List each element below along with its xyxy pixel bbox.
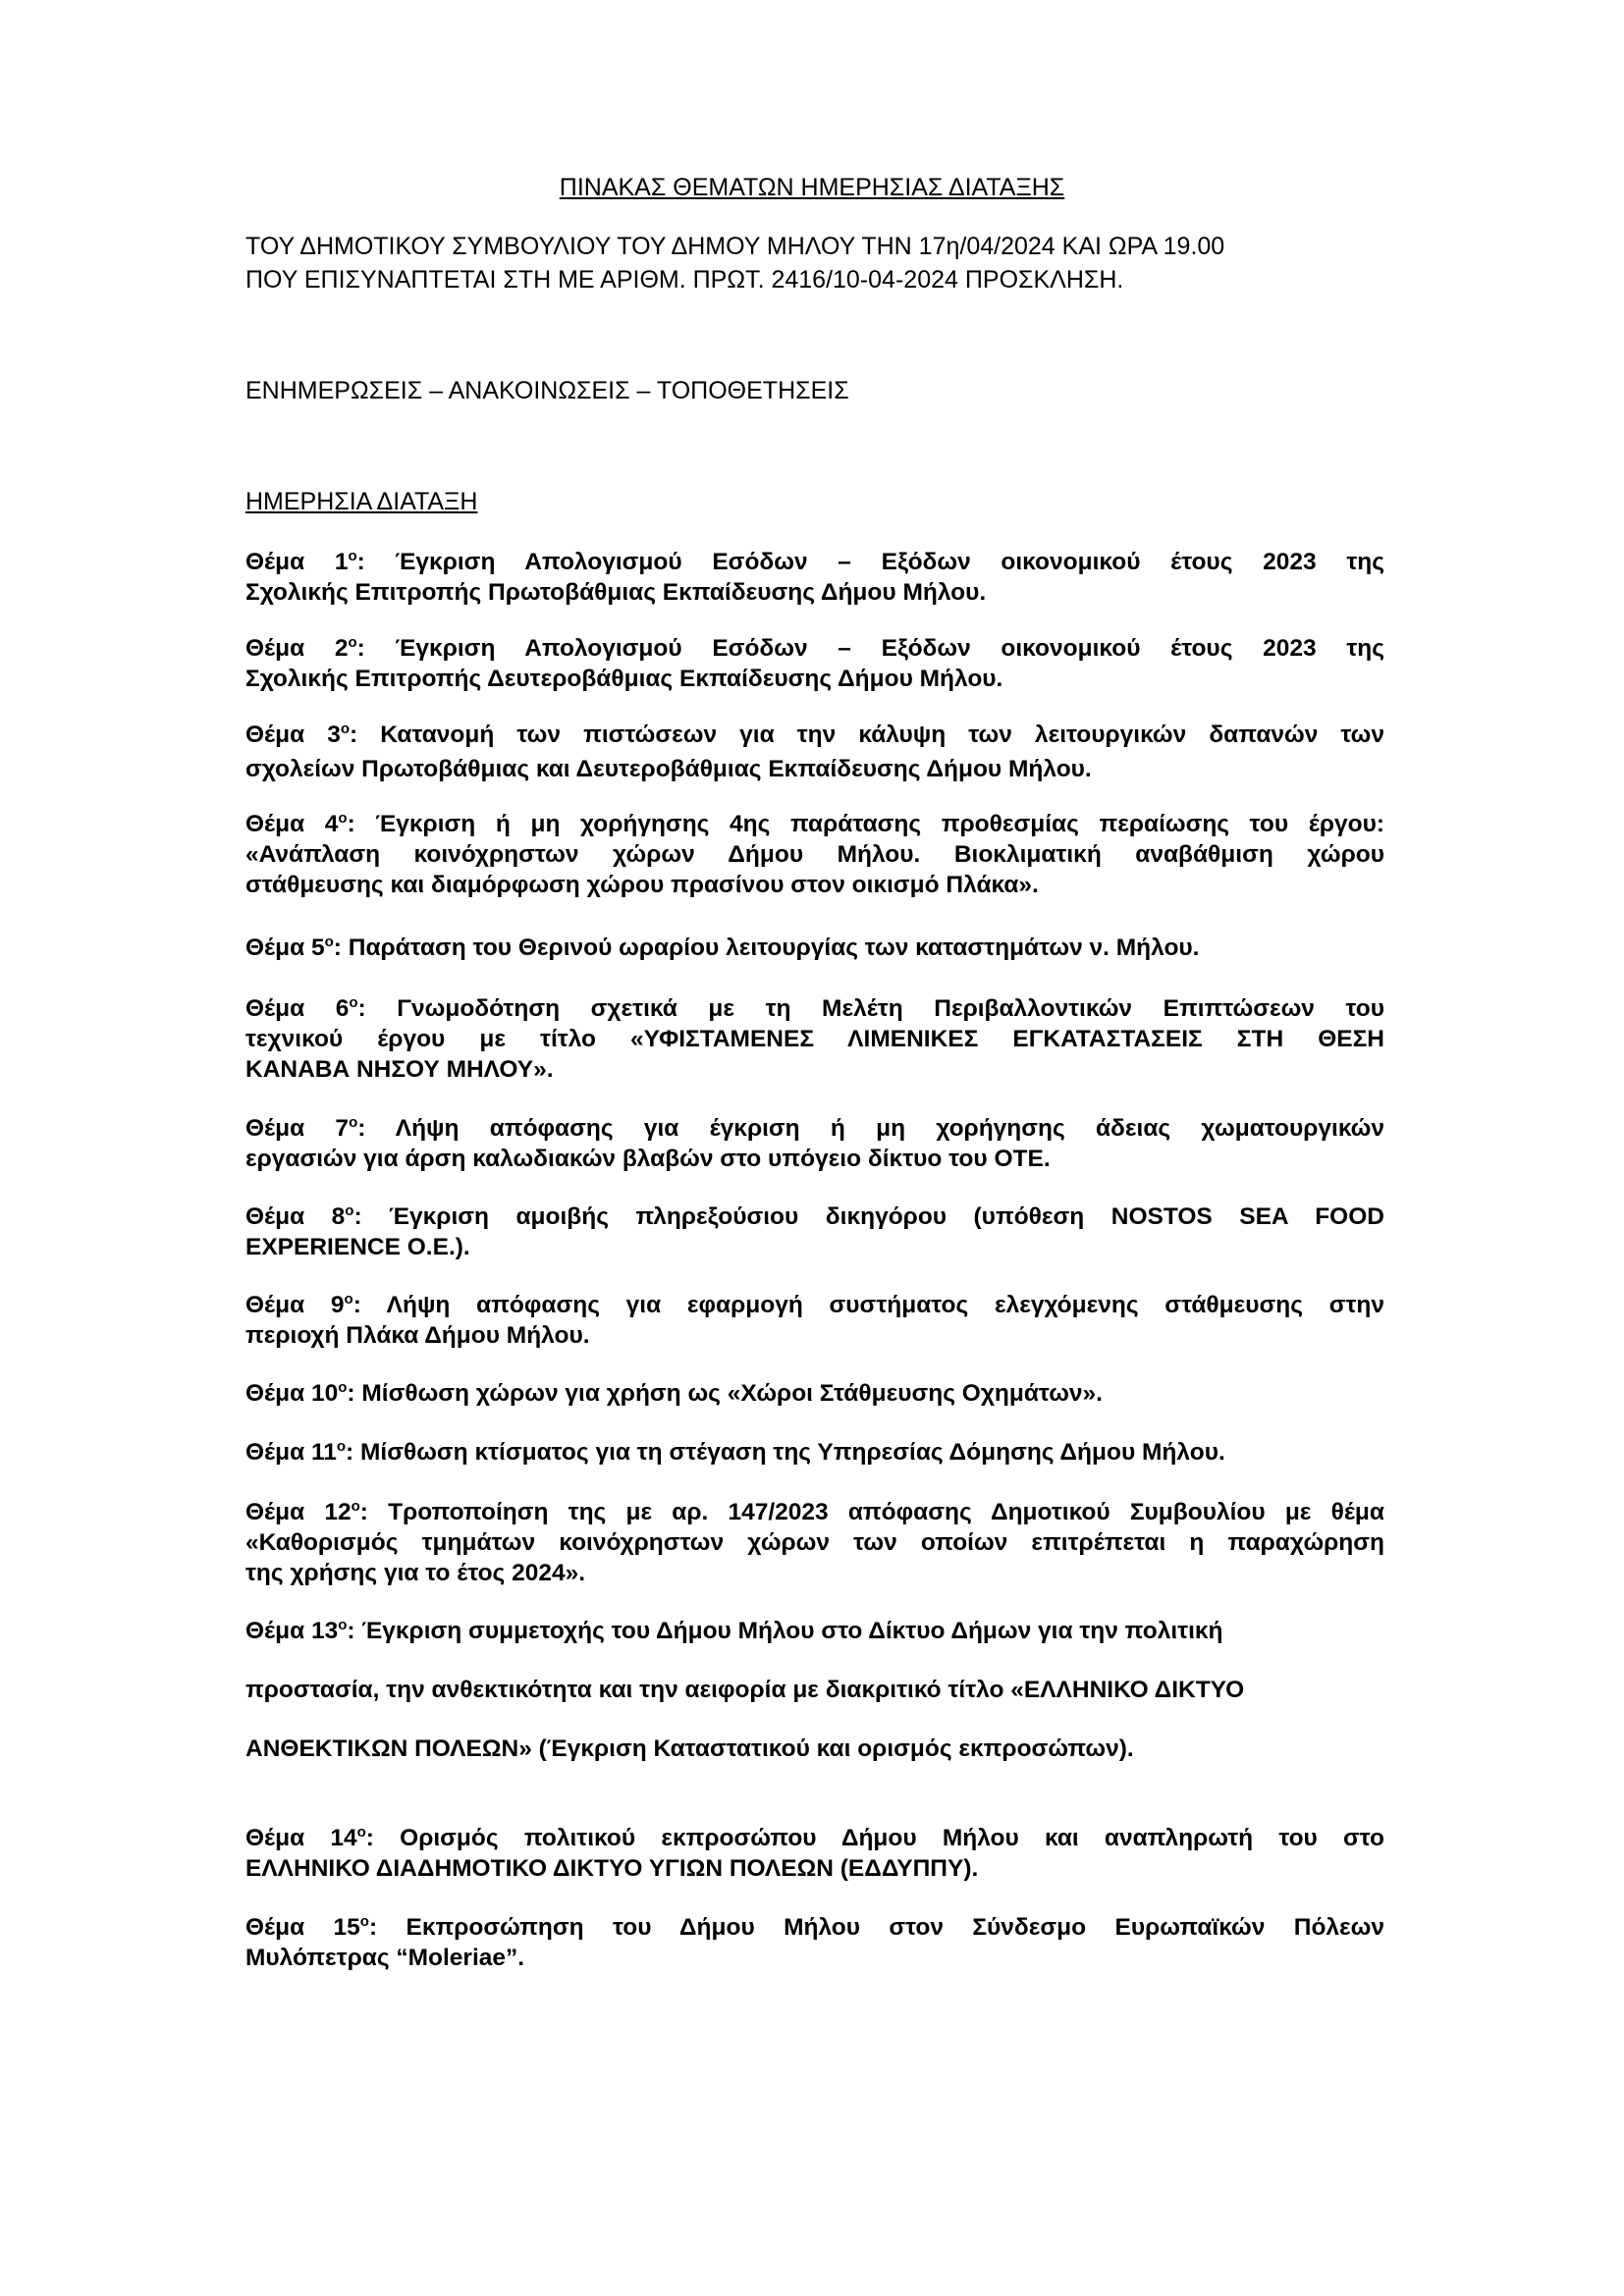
topic-line: EXPERIENCE O.E.). — [245, 1234, 470, 1260]
ordinal-mark: ο — [338, 810, 348, 827]
topic-label: Θέμα 13 — [245, 1618, 339, 1644]
section-agenda-heading: ΗΜΕΡΗΣΙΑ ΔΙΑΤΑΞΗ — [245, 488, 478, 515]
topic-text: : Έγκριση αμοιβής πληρεξούσιου δικηγόρου (υπόθεση NOSTOS SEA FOOD — [353, 1203, 1384, 1230]
topic-line — [245, 1497, 1384, 1527]
ordinal-mark: ο — [351, 1498, 360, 1515]
agenda-topic-13 — [245, 1616, 1384, 1792]
topic-line: Μυλόπετρας “Moleriae”. — [245, 1945, 525, 1971]
topic-line: εργασιών για άρση καλωδιακών βλαβών στο υπόγειο δίκτυο του ΟΤΕ. — [245, 1146, 1051, 1172]
topic-text: : Ορισμός πολιτικού εκπροσώπου Δήμου Μήλου και αναπληρωτή του στο — [365, 1825, 1384, 1851]
topic-label: Θέμα 9 — [245, 1292, 345, 1318]
ordinal-mark: ο — [356, 1824, 366, 1841]
topic-line — [245, 1437, 1384, 1468]
ordinal-mark: ο — [340, 721, 351, 737]
agenda-topic-12 — [245, 1497, 1384, 1588]
agenda-topic-5 — [245, 933, 1384, 963]
topic-label: Θέμα 5 — [245, 934, 325, 961]
subtitle-line: ΤΟΥ ΔΗΜΟΤΙΚΟΥ ΣΥΜΒΟΥΛΙΟΥ ΤΟΥ ΔΗΜΟΥ ΜΗΛΟΥ ΤΗΝ 17η/04/2024 ΚΑΙ ΩΡΑ 19.00 — [245, 233, 1225, 260]
topic-label: Θέμα 14 — [245, 1825, 357, 1851]
ordinal-mark: ο — [349, 994, 358, 1011]
topic-label: Θέμα 6 — [245, 995, 350, 1022]
agenda-topic-11 — [245, 1437, 1384, 1468]
topic-text: : Λήψη απόφασης για εφαρμογή συστήματος ελεγχόμενης στάθμευσης στην — [352, 1292, 1384, 1318]
ordinal-mark: ο — [345, 1202, 354, 1219]
document-subtitle — [245, 230, 1389, 296]
topic-label: Θέμα 10 — [245, 1380, 339, 1407]
ordinal-mark: ο — [349, 1114, 358, 1131]
topic-line — [245, 633, 1384, 664]
agenda-topic-4 — [245, 809, 1384, 900]
topic-line — [245, 1616, 1384, 1646]
ordinal-mark: ο — [344, 1291, 353, 1308]
topic-label: Θέμα 8 — [245, 1203, 346, 1230]
topic-text: : Εκπροσώπηση του Δήμου Μήλου στον Σύνδεσμο Ευρωπαϊκών Πόλεων — [368, 1914, 1384, 1941]
ordinal-mark: ο — [338, 1617, 348, 1633]
topic-label: Θέμα 3 — [245, 721, 341, 748]
agenda-topic-6 — [245, 993, 1384, 1085]
ordinal-mark: ο — [348, 634, 357, 651]
agenda-topic-8 — [245, 1201, 1384, 1262]
topic-line — [245, 993, 1384, 1024]
topic-label: Θέμα 7 — [245, 1115, 350, 1142]
agenda-topic-9 — [245, 1290, 1384, 1351]
topic-line: ΕΛΛΗΝΙΚΟ ΔΙΑΔΗΜΟΤΙΚΟ ΔΙΚΤΥΟ ΥΓΙΩΝ ΠΟΛΕΩΝ (ΕΔΔΥΠΠΥ). — [245, 1855, 979, 1882]
document-title: ΠΙΝΑΚΑΣ ΘΕΜΑΤΩΝ ΗΜΕΡΗΣΙΑΣ ΔΙΑΤΑΞΗΣ — [559, 174, 1065, 201]
topic-line: περιοχή Πλάκα Δήμου Μήλου. — [245, 1322, 590, 1349]
topic-label: Θέμα 12 — [245, 1499, 352, 1525]
topic-line: «Καθορισμός τμημάτων κοινόχρηστων χώρων των οποίων επιτρέπεται η παραχώρηση — [245, 1529, 1384, 1556]
ordinal-mark: ο — [348, 548, 357, 564]
topic-line: Σχολικής Επιτροπής Πρωτοβάθμιας Εκπαίδευσης Δήμου Μήλου. — [245, 579, 987, 606]
topic-line — [245, 1823, 1384, 1853]
topic-label: Θέμα 15 — [245, 1914, 360, 1941]
topic-text: : Γνωμοδότηση σχετικά με τη Μελέτη Περιβαλλοντικών Επιπτώσεων του — [357, 995, 1384, 1022]
topic-text: : Τροποποίηση της με αρ. 147/2023 απόφασης Δημοτικού Συμβουλίου με θέμα — [359, 1499, 1384, 1525]
topic-label: Θέμα 4 — [245, 811, 339, 837]
agenda-topic-3 — [245, 720, 1384, 784]
agenda-topic-2 — [245, 633, 1384, 694]
agenda-topic-1 — [245, 547, 1384, 608]
topic-line: τεχνικού έργου με τίτλο «ΥΦΙΣΤΑΜΕΝΕΣ ΛΙΜΕΝΙΚΕΣ ΕΓΚΑΤΑΣΤΑΣΕΙΣ ΣΤΗ ΘΕΣΗ — [245, 1026, 1384, 1052]
topic-line — [245, 809, 1384, 839]
ordinal-mark: ο — [336, 1438, 347, 1455]
topic-text: : Έγκριση Απολογισμού Εσόδων – Εξόδων οικονομικού έτους 2023 της — [356, 549, 1384, 575]
topic-line: σχολείων Πρωτοβάθμιας και Δευτεροβάθμιας Εκπαίδευσης Δήμου Μήλου. — [245, 756, 1092, 782]
topic-text: : Έγκριση Απολογισμού Εσόδων – Εξόδων οικονομικού έτους 2023 της — [356, 635, 1384, 662]
agenda-topic-7 — [245, 1113, 1384, 1174]
topic-line — [245, 547, 1384, 577]
topic-line — [245, 1201, 1384, 1232]
topic-line: Σχολικής Επιτροπής Δευτεροβάθμιας Εκπαίδευσης Δήμου Μήλου. — [245, 666, 1003, 692]
topic-line — [245, 1113, 1384, 1144]
topic-text: : Κατανομή των πιστώσεων για την κάλυψη των λειτουργικών δαπανών των — [350, 721, 1384, 748]
topic-label: Θέμα 11 — [245, 1439, 337, 1466]
topic-line: της χρήσης για το έτος 2024». — [245, 1560, 586, 1586]
topic-line: στάθμευσης και διαμόρφωση χώρου πρασίνου στον οικισμό Πλάκα». — [245, 872, 1039, 898]
topic-text: : Μίσθωση χώρων για χρήση ως «Χώροι Στάθμευσης Οχημάτων». — [347, 1380, 1103, 1407]
topic-line — [245, 1378, 1384, 1409]
topic-line — [245, 933, 1384, 963]
topic-line: ΑΝΘΕΚΤΙΚΩΝ ΠΟΛΕΩΝ» (Έγκριση Καταστατικού και ορισμός εκπροσώπων). — [245, 1735, 1134, 1762]
agenda-topic-14 — [245, 1823, 1384, 1884]
agenda-topic-15 — [245, 1912, 1384, 1973]
topic-line — [245, 1912, 1384, 1943]
topic-text: : Παράταση του Θερινού ωραρίου λειτουργίας των καταστημάτων ν. Μήλου. — [333, 934, 1200, 961]
ordinal-mark: ο — [324, 934, 334, 950]
agenda-topic-10 — [245, 1378, 1384, 1409]
topic-text: : Έγκριση συμμετοχής του Δήμου Μήλου στο Δίκτυο Δήμων για την πολιτική — [347, 1618, 1223, 1644]
topic-text: : Λήψη απόφασης για έγκριση ή μη χορήγησης άδειας χωματουργικών — [357, 1115, 1384, 1142]
topic-text: : Μίσθωση κτίσματος για τη στέγαση της Υπηρεσίας Δόμησης Δήμου Μήλου. — [346, 1439, 1225, 1466]
topic-line — [245, 720, 1384, 750]
section-updates-heading: ΕΝΗΜΕΡΩΣΕΙΣ – ΑΝΑΚΟΙΝΩΣΕΙΣ – ΤΟΠΟΘΕΤΗΣΕΙΣ — [245, 377, 849, 404]
subtitle-line: ΠΟΥ ΕΠΙΣΥΝΑΠΤΕΤΑΙ ΣΤΗ ΜΕ ΑΡΙΘΜ. ΠΡΩΤ. 2416/10-04-2024 ΠΡΟΣΚΛΗΣΗ. — [245, 266, 1124, 294]
topic-line — [245, 1290, 1384, 1320]
ordinal-mark: ο — [338, 1379, 348, 1396]
topic-label: Θέμα 2 — [245, 635, 349, 662]
topic-line: «Ανάπλαση κοινόχρηστων χώρων Δήμου Μήλου. Βιοκλιματική αναβάθμιση χώρου — [245, 841, 1384, 868]
topic-line: προστασία, την ανθεκτικότητα και την αειφορία με διακριτικό τίτλο «ΕΛΛΗΝΙΚΟ ΔΙΚΤΥΟ — [245, 1677, 1245, 1703]
topic-text: : Έγκριση ή μη χορήγησης 4ης παράτασης προθεσμίας περαίωσης του έργου: — [347, 811, 1384, 837]
topic-label: Θέμα 1 — [245, 549, 349, 575]
topic-line: ΚΑΝΑΒΑ ΝΗΣΟΥ ΜΗΛΟΥ». — [245, 1056, 554, 1083]
ordinal-mark: ο — [359, 1913, 369, 1930]
